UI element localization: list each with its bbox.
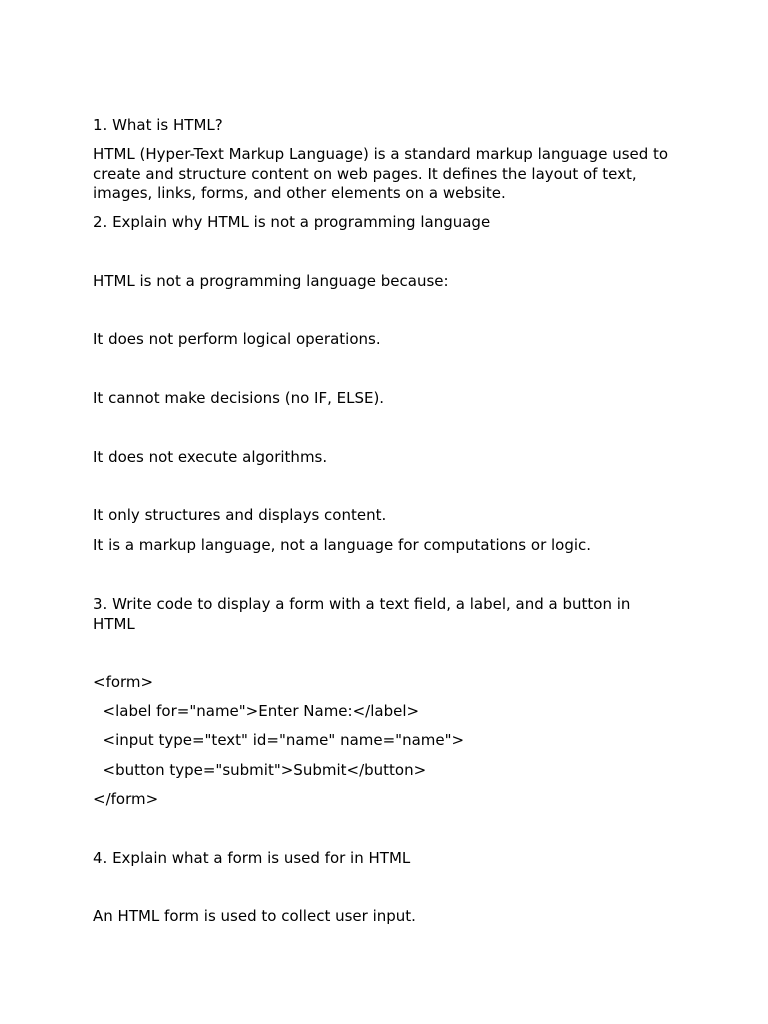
code-line: </form> <box>93 790 159 808</box>
q4-heading: 4. Explain what a form is used for in HTML <box>93 849 411 867</box>
q2-conclusion: It is a markup language, not a language for computations or logic. <box>93 536 592 554</box>
code-line: <label for="name">Enter Name:</label> <box>93 702 420 720</box>
code-line: <input type="text" id="name" name="name"> <box>93 731 465 749</box>
q4-answer: An HTML form is used to collect user input. <box>93 907 416 925</box>
q2-point: It only structures and displays content. <box>93 506 387 524</box>
q3-heading: 3. Write code to display a form with a text field, a label, and a button in HTML <box>93 595 631 633</box>
code-line: <form> <box>93 673 154 691</box>
q1-answer: HTML (Hyper-Text Markup Language) is a standard markup language used to create and structure content on web pages. It defines the layout of text, images, links, forms, and other elements on a website. <box>93 145 669 202</box>
q2-heading: 2. Explain why HTML is not a programming language <box>93 213 491 231</box>
code-line: <button type="submit">Submit</button> <box>93 761 427 779</box>
q2-point: It does not execute algorithms. <box>93 448 328 466</box>
q2-point: It does not perform logical operations. <box>93 330 381 348</box>
q2-intro: HTML is not a programming language because: <box>93 272 449 290</box>
q2-point: It cannot make decisions (no IF, ELSE). <box>93 389 385 407</box>
q1-heading: 1. What is HTML? <box>93 116 223 134</box>
